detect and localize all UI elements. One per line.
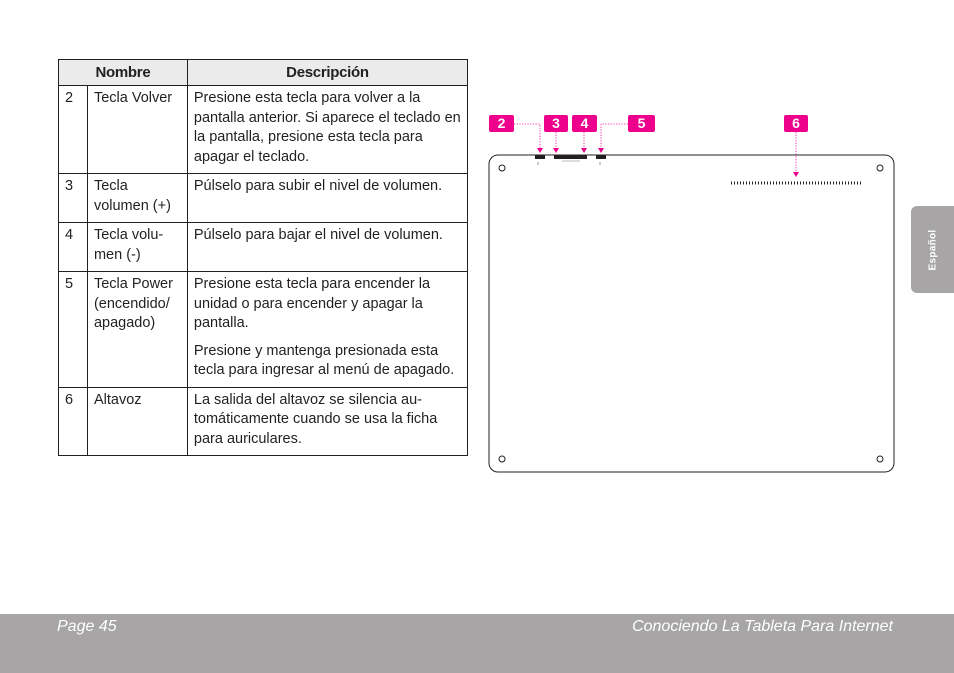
page-footer <box>0 614 954 673</box>
description-paragraph: Presione esta tecla para volver a la pantalla anterior. Si aparece el teclado en la pantalla, presione esta tecla para apagar el teclado. <box>193 90 461 165</box>
row-name: Tecla volu-men (-) <box>87 223 187 272</box>
row-number: 5 <box>59 272 88 388</box>
table-row <box>59 387 468 456</box>
spec-table <box>58 59 468 456</box>
table-row <box>59 223 468 272</box>
row-description <box>187 272 467 388</box>
row-number: 4 <box>59 223 88 272</box>
callout-4: 4 <box>572 115 597 132</box>
arrow-icon <box>581 148 587 153</box>
row-description <box>187 387 467 456</box>
page-number: Page 45 <box>57 618 117 635</box>
row-description <box>187 174 467 223</box>
callout-2: 2 <box>489 115 514 132</box>
table-header-row <box>59 60 468 86</box>
header-nombre: Nombre <box>59 60 188 86</box>
row-description <box>187 223 467 272</box>
callout-5: 5 <box>628 115 655 132</box>
row-name: Tecla volumen (+) <box>87 174 187 223</box>
row-number: 2 <box>59 86 88 174</box>
arrow-icon <box>598 148 604 153</box>
tablet-body <box>489 155 894 472</box>
table-row <box>59 86 468 174</box>
description-paragraph: Presione y mantenga presionada esta tecla para ingresar al menú de apagado. <box>193 342 455 378</box>
row-description <box>187 86 467 174</box>
description-paragraph: Presione esta tecla para encender la unidad o para encender y apagar la pantalla. <box>193 276 431 331</box>
table-row <box>59 272 468 388</box>
volume-rocker <box>554 155 587 159</box>
arrow-icon <box>537 148 543 153</box>
leader-line-2 <box>514 124 540 148</box>
description-paragraph: Púlselo para bajar el nivel de volumen. <box>193 227 443 243</box>
power-key <box>596 155 606 159</box>
language-tab <box>911 206 954 293</box>
callout-3: 3 <box>544 115 568 132</box>
row-name: Tecla Volver <box>87 86 187 174</box>
row-number: 6 <box>59 387 88 456</box>
callout-6: 6 <box>784 115 808 132</box>
description-paragraph: La salida del altavoz se silencia au-tomáticamente cuando se usa la ficha para auriculares. <box>193 391 438 447</box>
table-row <box>59 174 468 223</box>
back-key <box>535 155 545 159</box>
row-name: Tecla Power (encendido/ apagado) <box>87 272 187 388</box>
arrow-icon <box>553 148 559 153</box>
row-number: 3 <box>59 174 88 223</box>
tablet-outline-drawing <box>488 112 898 476</box>
language-tab-label: Español <box>927 229 938 270</box>
header-descripcion: Descripción <box>187 60 467 86</box>
description-paragraph: Púlselo para subir el nivel de volumen. <box>193 178 443 194</box>
tablet-top-diagram <box>488 112 898 476</box>
section-title: Conociendo La Tableta Para Internet <box>632 618 893 635</box>
leader-line-5 <box>601 124 628 148</box>
row-name: Altavoz <box>87 387 187 456</box>
